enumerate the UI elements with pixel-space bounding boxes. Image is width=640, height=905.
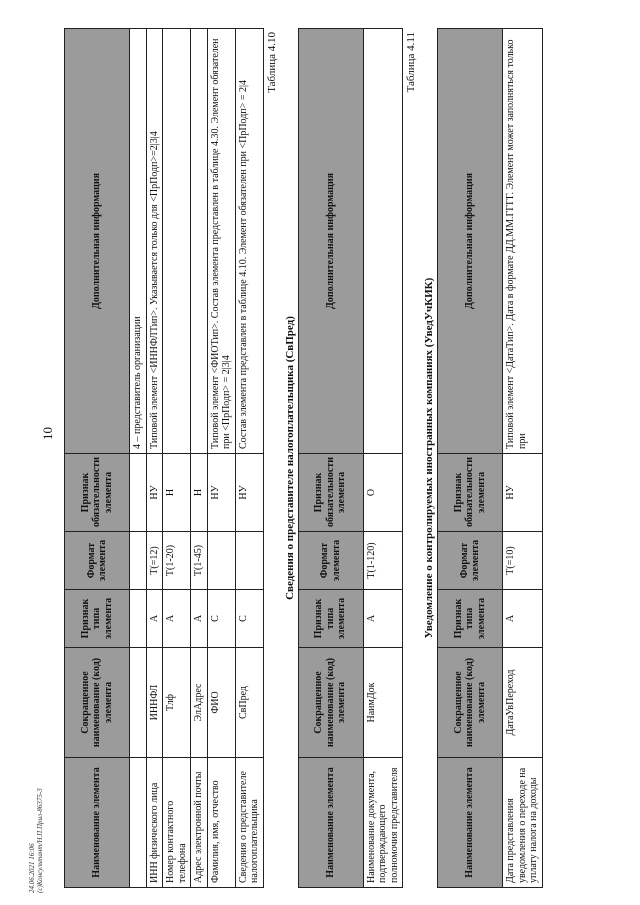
- table-cell: 4 – представитель организации: [130, 29, 147, 454]
- table-row: [503, 29, 543, 888]
- table-row: [363, 29, 403, 888]
- table-410-label: Таблица 4.10: [265, 32, 278, 93]
- footer-stamp: [28, 773, 44, 893]
- table-cell: СвПред: [235, 648, 263, 758]
- table-410: [298, 28, 404, 888]
- header-cell: Формат элемента: [438, 532, 503, 590]
- table-cell: НУ: [207, 454, 235, 532]
- header-cell: Дополнительная информация: [438, 29, 503, 454]
- table-cell: ИННФЛ: [146, 648, 163, 758]
- table-cell: [207, 532, 235, 590]
- table-cell: [130, 590, 147, 648]
- table-top: [64, 28, 264, 888]
- table-cell: Сведения о представителе налогоплательщика: [235, 758, 263, 888]
- page-number: 10: [40, 427, 55, 440]
- table-cell: НаимДок: [363, 648, 403, 758]
- table-cell: [130, 758, 147, 888]
- table-row: [130, 29, 147, 888]
- table-411-title: Уведомление о контролируемых иностранных компаниях (УведУчКИК): [423, 277, 435, 639]
- header-cell: Сокращенное наименование (код) элемента: [438, 648, 503, 758]
- table-cell: [130, 532, 147, 590]
- header-cell: Сокращенное наименование (код) элемента: [298, 648, 363, 758]
- header-cell: Признак типа элемента: [65, 590, 130, 648]
- table-cell: [130, 648, 147, 758]
- table-cell: НУ: [235, 454, 263, 532]
- table-cell: [191, 29, 208, 454]
- table-cell: С: [235, 590, 263, 648]
- table-cell: Н: [163, 454, 191, 532]
- table-cell: А: [146, 590, 163, 648]
- footer-line: (c)Консультант/Н.П.Прил-86375-3: [36, 788, 44, 893]
- table-row: [163, 29, 191, 888]
- header-cell: Формат элемента: [65, 532, 130, 590]
- table-cell: [363, 29, 403, 454]
- table-cell: [163, 29, 191, 454]
- table-411-label: Таблица 4.11: [405, 32, 417, 93]
- table-cell: Наименование документа, подтверждающего полномочия представителя: [363, 758, 403, 888]
- table-cell: Состав элемента представлен в таблице 4.10. Элемент обязателен при <ПрПодп> = 2|4: [235, 29, 263, 454]
- table-cell: Дата представления уведомления о переходе на уплату налога на доходы: [503, 758, 543, 888]
- table-row: [207, 29, 235, 888]
- table-cell: T(1-20): [163, 532, 191, 590]
- table-cell: Типовой элемент <ФИОТип>. Состав элемента представлен в таблице 4.30. Элемент обязателен при <ПрПодп> = 2|3|4: [207, 29, 235, 454]
- table-cell: ФИО: [207, 648, 235, 758]
- table-cell: НУ: [503, 454, 543, 532]
- header-cell: Формат элемента: [298, 532, 363, 590]
- table-cell: ИНН физического лица: [146, 758, 163, 888]
- table-cell: С: [207, 590, 235, 648]
- table-cell: А: [163, 590, 191, 648]
- table-cell: НУ: [146, 454, 163, 532]
- table-top-header-row: [65, 29, 130, 888]
- rotated-page-content: [64, 28, 584, 888]
- header-cell: Дополнительная информация: [298, 29, 363, 454]
- table-cell: T(1-120): [363, 532, 403, 590]
- header-cell: Наименование элемента: [438, 758, 503, 888]
- table-cell: Фамилия, имя, отчество: [207, 758, 235, 888]
- table-cell: T(=10): [503, 532, 543, 590]
- table-cell: Адрес электронной почты: [191, 758, 208, 888]
- header-cell: Признак обязательности элемента: [298, 454, 363, 532]
- table-cell: Н: [191, 454, 208, 532]
- table-cell: [235, 532, 263, 590]
- table-cell: Типовой элемент <ДатаТип>. Дата в формате ДД.ММ.ГГГГ. Элемент может заполняться только при: [503, 29, 543, 454]
- header-cell: Признак обязательности элемента: [65, 454, 130, 532]
- table-cell: А: [503, 590, 543, 648]
- table-cell: О: [363, 454, 403, 532]
- table-row: [235, 29, 263, 888]
- table-cell: T(=12): [146, 532, 163, 590]
- header-cell: Дополнительная информация: [65, 29, 130, 454]
- table-cell: А: [363, 590, 403, 648]
- table-cell: [130, 454, 147, 532]
- header-cell: Наименование элемента: [298, 758, 363, 888]
- header-cell: Сокращенное наименование (код) элемента: [65, 648, 130, 758]
- header-cell: Признак типа элемента: [438, 590, 503, 648]
- table-411-header-row: [438, 29, 503, 888]
- table-row: [191, 29, 208, 888]
- table-cell: ДатаУвПереход: [503, 648, 543, 758]
- header-cell: Признак обязательности элемента: [438, 454, 503, 532]
- header-cell: Наименование элемента: [65, 758, 130, 888]
- table-410-title: Сведения о представителе налогоплательщика (СвПред): [283, 316, 296, 600]
- table-cell: Номер контактного телефона: [163, 758, 191, 888]
- table-cell: ЭлАдрес: [191, 648, 208, 758]
- footer-line: 24.06.2021 16:06: [28, 843, 36, 893]
- header-cell: Признак типа элемента: [298, 590, 363, 648]
- table-cell: T(1-45): [191, 532, 208, 590]
- table-cell: Тлф: [163, 648, 191, 758]
- table-cell: А: [191, 590, 208, 648]
- table-cell: Типовой элемент <ИННФЛТип>. Указывается только для <ПрПодп>=2|3|4: [146, 29, 163, 454]
- table-411: [437, 28, 543, 888]
- table-410-header-row: [298, 29, 363, 888]
- table-row: [146, 29, 163, 888]
